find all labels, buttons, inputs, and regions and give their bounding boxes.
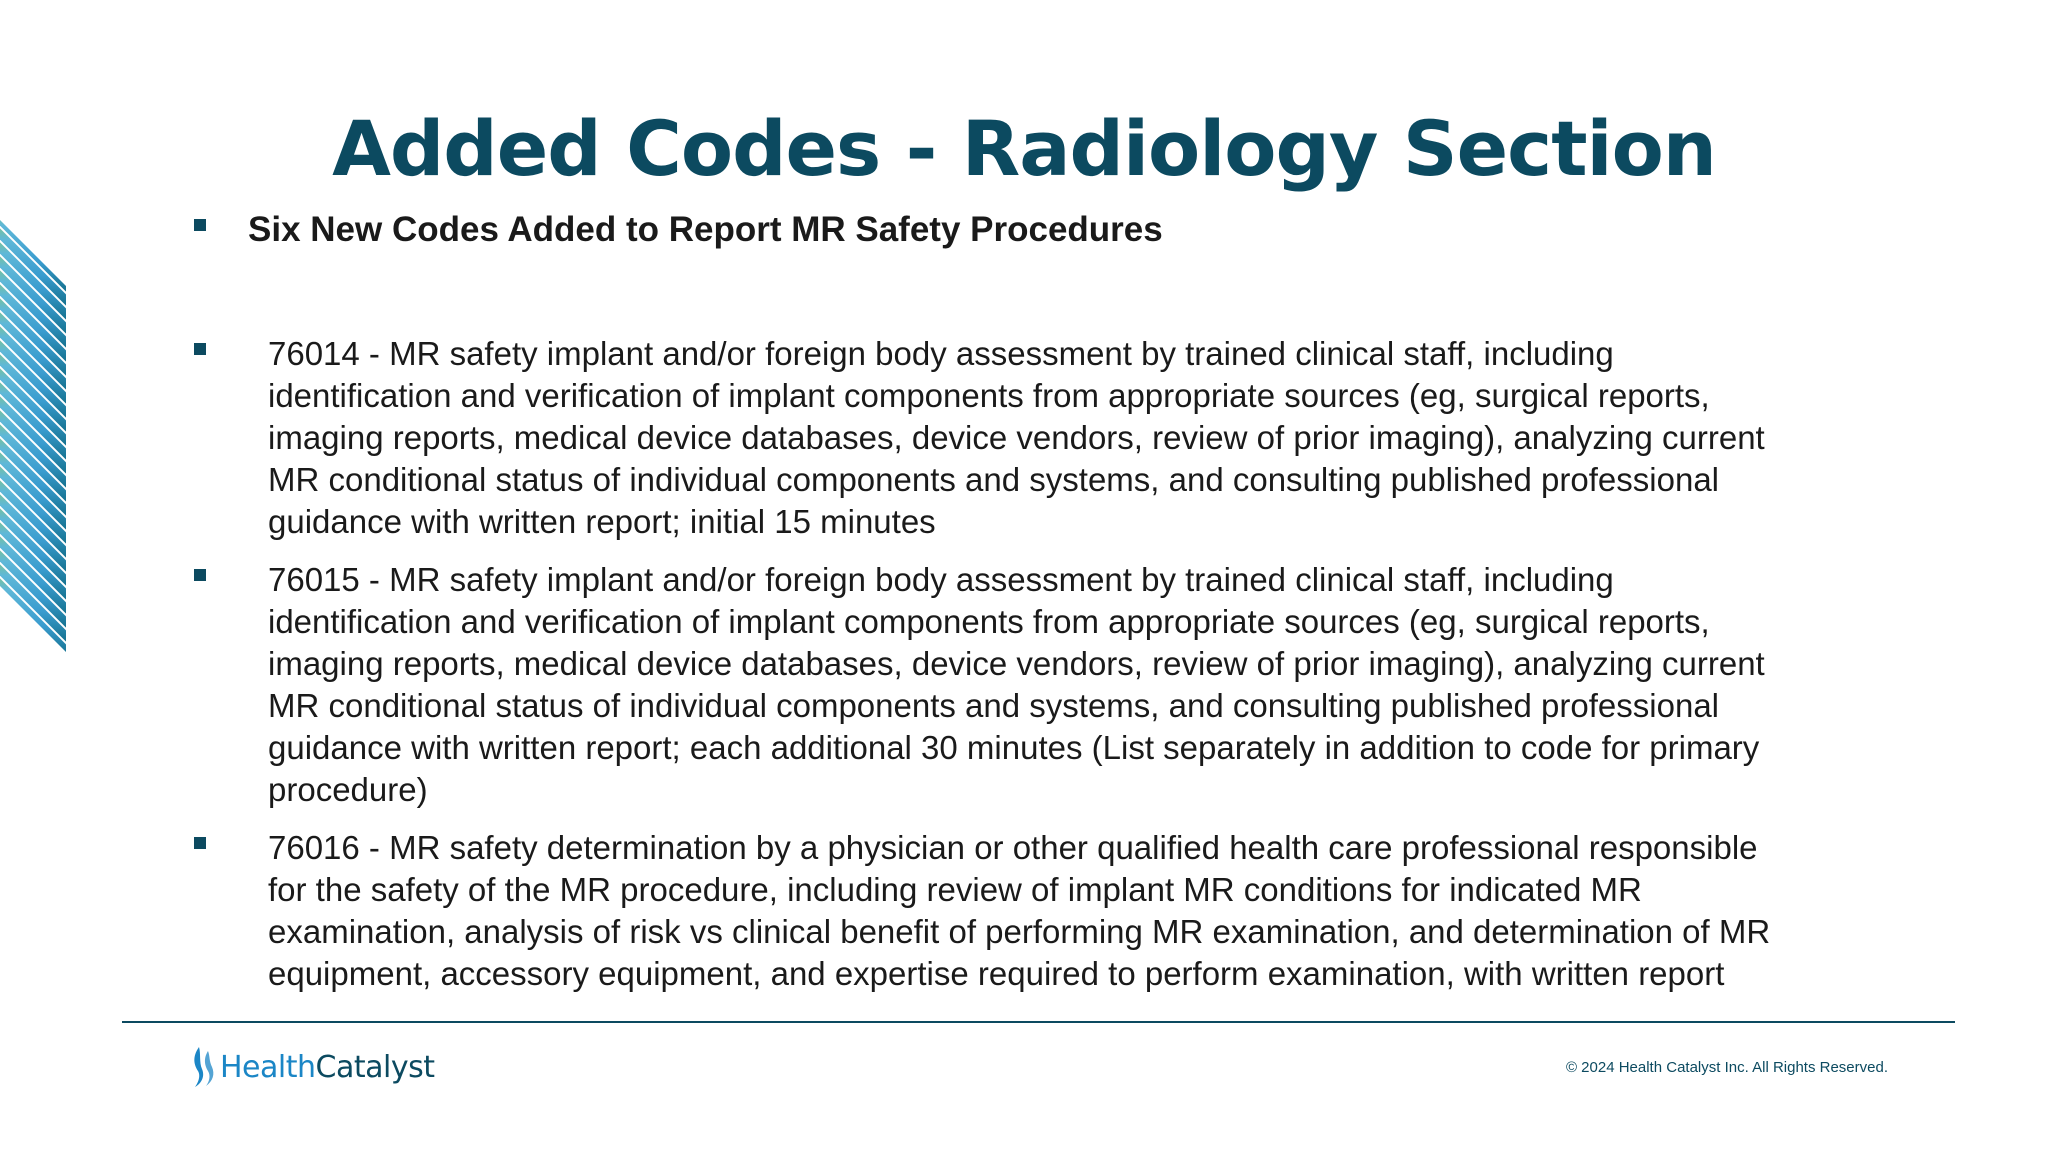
code-line: examination, analysis of risk vs clinical benefit of performing MR examination, and determination of MR — [268, 913, 1771, 950]
code-76015-bullet — [190, 559, 1910, 811]
headline-text: Six New Codes Added to Report MR Safety Procedures — [248, 210, 1163, 249]
code-line: MR conditional status of individual components and systems, and consulting published professional — [268, 687, 1720, 724]
code-line: imaging reports, medical device databases, device vendors, review of prior imaging), analyzing current — [268, 419, 1765, 456]
code-line: guidance with written report; initial 15 minutes — [268, 503, 936, 540]
bullet-marker — [194, 219, 206, 231]
code-76014-bullet — [190, 333, 1910, 543]
code-76016-bullet — [190, 827, 1910, 995]
code-line: for the safety of the MR procedure, including review of implant MR conditions for indicated MR — [268, 871, 1642, 908]
code-line: identification and verification of implant components from appropriate sources (eg, surgical reports, — [268, 603, 1710, 640]
headline-bullet — [190, 205, 1910, 333]
logo-word-health: Health — [220, 1049, 316, 1085]
code-line: 76014 - MR safety implant and/or foreign body assessment by trained clinical staff, including — [268, 335, 1614, 372]
copyright-notice: © 2024 Health Catalyst Inc. All Rights Reserved. — [1565, 1059, 1888, 1076]
bullet-marker — [194, 343, 206, 355]
diagonal-stripes-decoration — [0, 220, 66, 652]
code-line: 76015 - MR safety implant and/or foreign body assessment by trained clinical staff, including — [268, 561, 1614, 598]
health-catalyst-logo — [190, 1044, 434, 1090]
code-line: procedure) — [268, 771, 428, 808]
slide-title: Added Codes - Radiology Section — [332, 104, 1716, 193]
code-line: imaging reports, medical device databases, device vendors, review of prior imaging), analyzing current — [268, 645, 1765, 682]
bullet-marker — [194, 837, 206, 849]
bullet-list — [190, 205, 1910, 1011]
logo-word-catalyst: Catalyst — [315, 1049, 435, 1085]
bullet-marker — [194, 569, 206, 581]
code-line: MR conditional status of individual components and systems, and consulting published professional — [268, 461, 1720, 498]
code-line: equipment, accessory equipment, and expertise required to perform examination, with written report — [268, 955, 1725, 992]
code-line: identification and verification of implant components from appropriate sources (eg, surgical reports, — [268, 377, 1710, 414]
code-line: 76016 - MR safety determination by a physician or other qualified health care professional responsible — [268, 829, 1758, 866]
footer-divider — [122, 1021, 1955, 1023]
flame-icon — [190, 1045, 216, 1089]
stripe — [0, 644, 66, 652]
code-line: guidance with written report; each additional 30 minutes (List separately in addition to code for primary — [268, 729, 1760, 766]
